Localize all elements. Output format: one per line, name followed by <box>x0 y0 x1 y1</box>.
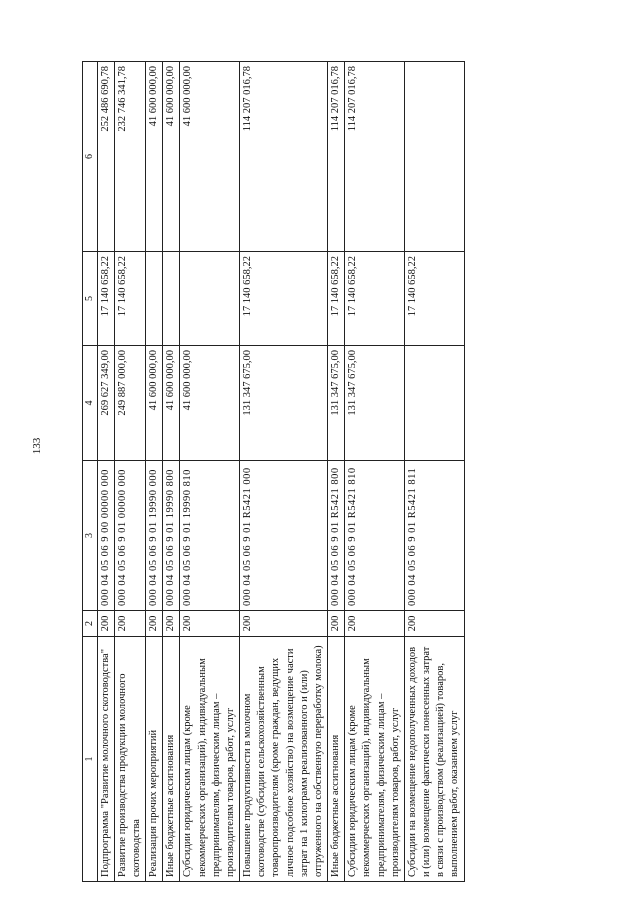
row-code-cell: 000 04 05 06 9 01 R5421 000 <box>240 461 328 611</box>
row-value-6-cell: 114 207 016,78 <box>240 62 328 252</box>
row-code-cell: 000 04 05 06 9 00 00000 000 <box>97 461 114 611</box>
row-grbs-cell: 200 <box>180 611 240 637</box>
row-value-5-cell: 17 140 658,22 <box>97 252 114 346</box>
row-value-5-cell <box>163 252 180 346</box>
row-value-4-cell: 41 600 000,00 <box>146 346 163 461</box>
header-cell-6: 6 <box>83 62 98 252</box>
row-name-cell: Субсидии юридическим лицам (кроме некоммерческих организаций), индивидуальным предпринимателям, физическим лицам – производителям товаров, работ, услуг <box>180 637 240 882</box>
row-name-cell: Иные бюджетные ассигнования <box>328 637 345 882</box>
row-value-5-cell <box>146 252 163 346</box>
table-row <box>97 62 114 882</box>
table-row <box>146 62 163 882</box>
budget-table <box>82 61 465 882</box>
row-code-cell: 000 04 05 06 9 01 R5421 810 <box>345 461 405 611</box>
header-row <box>83 62 98 882</box>
row-value-5-cell: 17 140 658,22 <box>404 252 464 346</box>
row-value-6-cell: 232 746 341,78 <box>114 62 145 252</box>
rotated-table-container <box>82 62 602 882</box>
row-name-cell: Иные бюджетные ассигнования <box>163 637 180 882</box>
table-row <box>345 62 405 882</box>
header-cell-3: 3 <box>83 461 98 611</box>
row-value-4-cell: 41 600 000,00 <box>163 346 180 461</box>
row-name-cell: Субсидии на возмещение недополученных доходов и (или) возмещение фактически понесенных затрат в связи с производством (реализацией) товаров, выполнением работ, оказанием услуг <box>404 637 464 882</box>
row-code-cell: 000 04 05 06 9 01 19990 000 <box>146 461 163 611</box>
row-code-cell: 000 04 05 06 9 01 19990 810 <box>180 461 240 611</box>
table-row <box>180 62 240 882</box>
row-name-cell: Развитие производства продукции молочного скотоводства <box>114 637 145 882</box>
row-grbs-cell: 200 <box>97 611 114 637</box>
header-cell-2: 2 <box>83 611 98 637</box>
header-cell-5: 5 <box>83 252 98 346</box>
row-code-cell: 000 04 05 06 9 01 R5421 811 <box>404 461 464 611</box>
row-value-4-cell: 131 347 675,00 <box>240 346 328 461</box>
row-grbs-cell: 200 <box>114 611 145 637</box>
row-value-6-cell: 114 207 016,78 <box>345 62 405 252</box>
row-value-4-cell: 269 627 349,00 <box>97 346 114 461</box>
row-value-5-cell: 17 140 658,22 <box>345 252 405 346</box>
row-value-6-cell: 114 207 016,78 <box>328 62 345 252</box>
row-code-cell: 000 04 05 06 9 01 R5421 800 <box>328 461 345 611</box>
row-value-5-cell: 17 140 658,22 <box>114 252 145 346</box>
table-row <box>328 62 345 882</box>
row-value-4-cell: 131 347 675,00 <box>345 346 405 461</box>
row-value-6-cell: 41 600 000,00 <box>163 62 180 252</box>
row-name-cell: Повышение продуктивности в молочном скотоводстве (субсидии сельскохозяйственным товаропроизводителям (кроме граждан, ведущих личное подсобное хозяйство) на возмещение части затрат на 1 килограмм реализованного и (или) отгруженного на собственную переработку молока) <box>240 637 328 882</box>
row-grbs-cell: 200 <box>240 611 328 637</box>
row-code-cell: 000 04 05 06 9 01 19990 800 <box>163 461 180 611</box>
row-value-4-cell <box>404 346 464 461</box>
table-row <box>114 62 145 882</box>
row-value-6-cell <box>404 62 464 252</box>
row-grbs-cell: 200 <box>404 611 464 637</box>
row-value-6-cell: 41 600 000,00 <box>146 62 163 252</box>
page-number: 133 <box>31 437 43 455</box>
row-grbs-cell: 200 <box>146 611 163 637</box>
row-value-4-cell: 41 600 000,00 <box>180 346 240 461</box>
header-cell-4: 4 <box>83 346 98 461</box>
row-value-5-cell <box>180 252 240 346</box>
row-grbs-cell: 200 <box>163 611 180 637</box>
row-value-5-cell: 17 140 658,22 <box>328 252 345 346</box>
row-grbs-cell: 200 <box>328 611 345 637</box>
header-cell-1: 1 <box>83 637 98 882</box>
row-value-6-cell: 252 486 690,78 <box>97 62 114 252</box>
row-name-cell: Подпрограмма "Развитие молочного скотоводства" <box>97 637 114 882</box>
row-name-cell: Реализация прочих мероприятий <box>146 637 163 882</box>
table-row <box>163 62 180 882</box>
row-code-cell: 000 04 05 06 9 01 00000 000 <box>114 461 145 611</box>
table-body <box>97 62 464 882</box>
row-grbs-cell: 200 <box>345 611 405 637</box>
row-name-cell: Субсидии юридическим лицам (кроме некоммерческих организаций), индивидуальным предпринимателям, физическим лицам – производителям товаров, работ, услуг <box>345 637 405 882</box>
row-value-4-cell: 249 887 000,00 <box>114 346 145 461</box>
table-row <box>404 62 464 882</box>
table-row <box>240 62 328 882</box>
row-value-4-cell: 131 347 675,00 <box>328 346 345 461</box>
row-value-6-cell: 41 600 000,00 <box>180 62 240 252</box>
row-value-5-cell: 17 140 658,22 <box>240 252 328 346</box>
